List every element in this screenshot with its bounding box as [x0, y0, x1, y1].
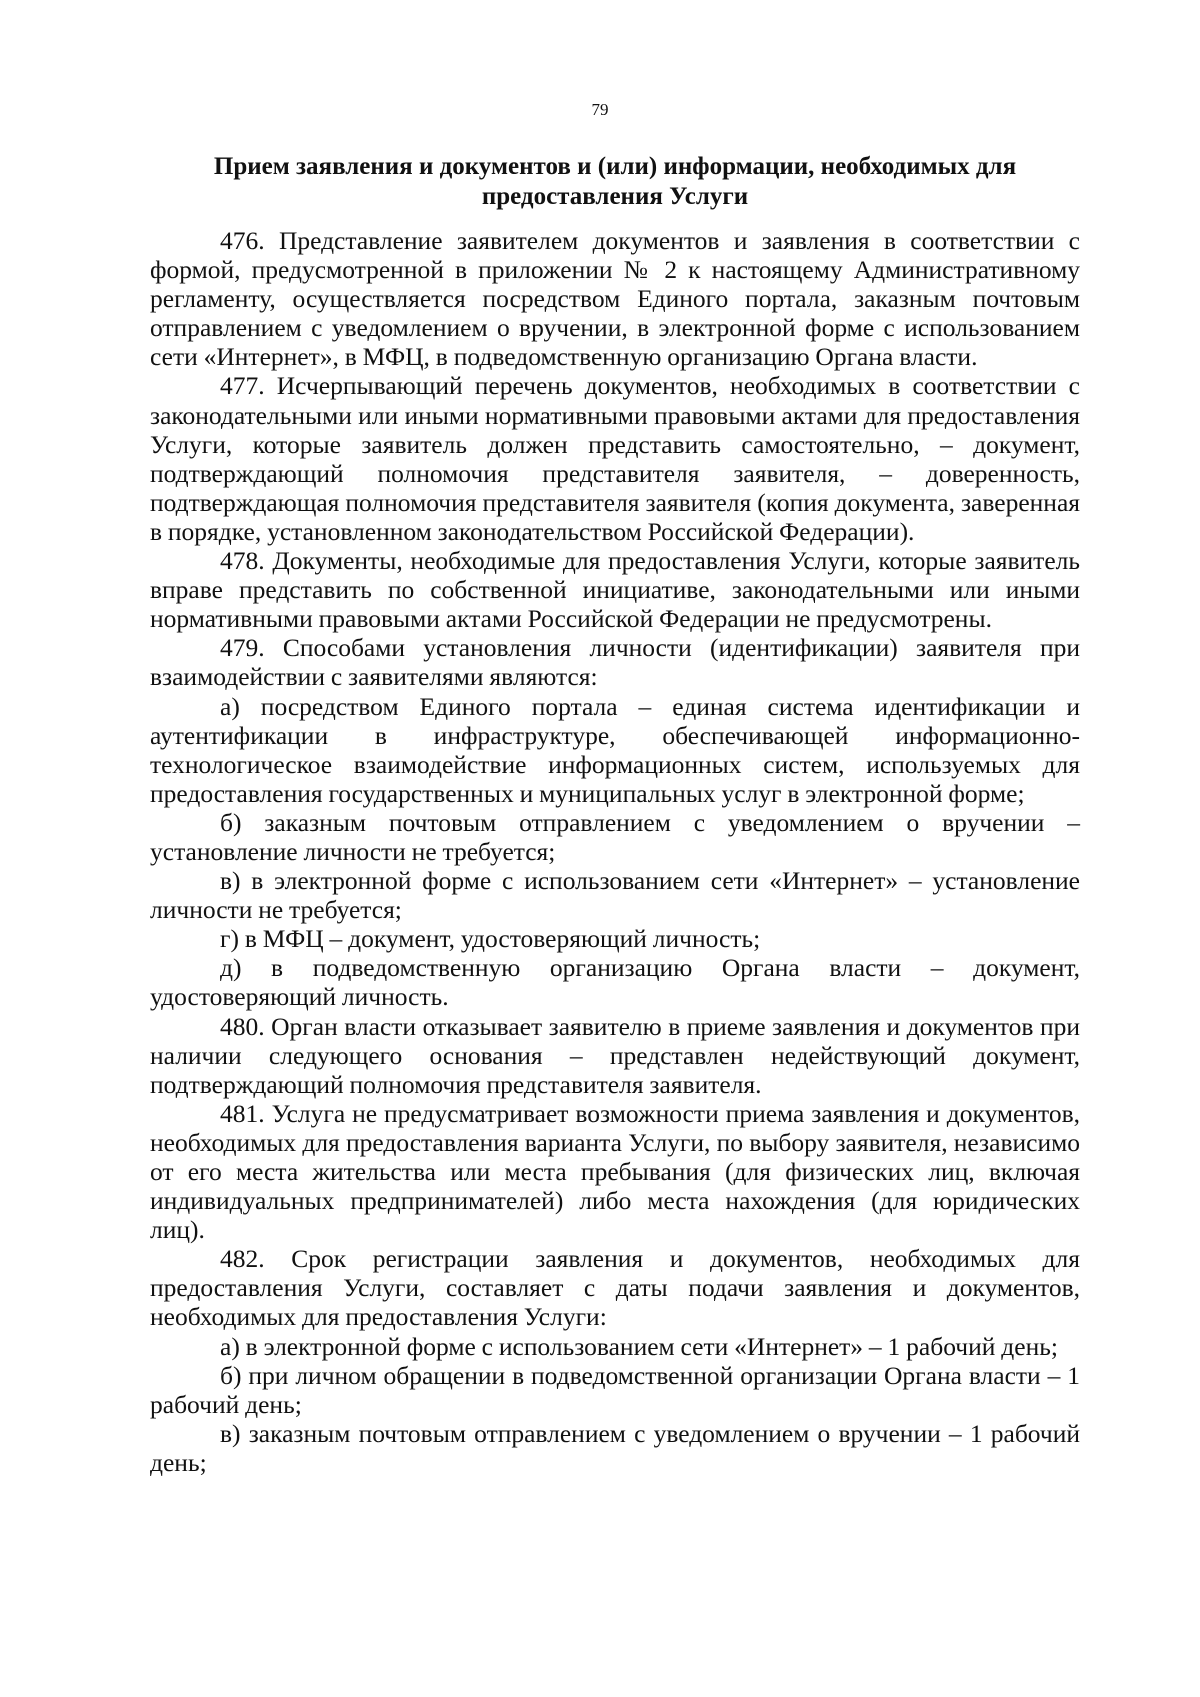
page-number: 79 [591, 100, 609, 119]
paragraph-479: 479. Способами установления личности (идентификации) заявителя при взаимодействии с заявителями являются: [150, 633, 1080, 692]
list-item-482-a: а) в электронной форме с использованием сети «Интернет» – 1 рабочий день; [220, 1331, 1058, 1361]
list-item-482-v: в) заказным почтовым отправлением с уведомлением о вручении – 1 рабочий день; [150, 1418, 1080, 1477]
list-item-482-b: б) при личном обращении в подведомственной организации Органа власти – 1 рабочий день; [150, 1360, 1080, 1419]
paragraph-477: 477. Исчерпывающий перечень документов, необходимых в соответствии с законодательными или иными нормативными правовыми актами для предоставления Услуги, которые заявитель должен представить самостоятельно, – документ, подтверждающий полномочия представителя заявителя, – доверенность, подтверждающая полномочия представителя заявителя (копия документа, заверенная в порядке, установленном законодательством Российской Федерации). [150, 371, 1080, 546]
list-item-479-g: г) в МФЦ – документ, удостоверяющий личность; [220, 924, 761, 954]
paragraph-478: 478. Документы, необходимые для предоставления Услуги, которые заявитель вправе представить по собственной инициативе, законодательными или иными нормативными правовыми актами Российской Федерации не предусмотрены. [150, 546, 1080, 634]
list-item-479-b: б) заказным почтовым отправлением с уведомлением о вручении – установление личности не требуется; [150, 807, 1080, 866]
paragraph-481: 481. Услуга не предусматривает возможности приема заявления и документов, необходимых для предоставления варианта Услуги, по выбору заявителя, независимо от его места жительства или места пребывания (для физических лиц, включая индивидуальных предпринимателей) либо места нахождения (для юридических лиц). [150, 1098, 1080, 1245]
paragraph-476: 476. Представление заявителем документов и заявления в соответствии с формой, предусмотренной в приложении № 2 к настоящему Административному регламенту, осуществляется посредством Единого портала, заказным почтовым отправлением с уведомлением о вручении, в электронной форме с использованием сети «Интернет», в МФЦ, в подведомственную организацию Органа власти. [150, 226, 1080, 372]
list-item-479-v: в) в электронной форме с использованием сети «Интернет» – установление личности не требуется; [150, 866, 1080, 925]
document-body [150, 226, 1080, 1477]
paragraph-480: 480. Орган власти отказывает заявителю в приеме заявления и документов при наличии следующего основания – представлен недействующий документ, подтверждающий полномочия представителя заявителя. [150, 1011, 1080, 1099]
list-item-479-a: а) посредством Единого портала – единая система идентификации и аутентификации в инфраструктуре, обеспечивающей информационно-технологическое взаимодействие информационных систем, используемых для предоставления государственных и муниципальных услуг в электронной форме; [150, 691, 1080, 808]
section-heading: Прием заявления и документов и (или) информации, необходимых для предоставления Услуги [213, 153, 1017, 210]
paragraph-482: 482. Срок регистрации заявления и документов, необходимых для предоставления Услуги, составляет с даты подачи заявления и документов, необходимых для предоставления Услуги: [150, 1244, 1080, 1332]
list-item-479-d: д) в подведомственную организацию Органа власти – документ, удостоверяющий личность. [150, 953, 1080, 1012]
